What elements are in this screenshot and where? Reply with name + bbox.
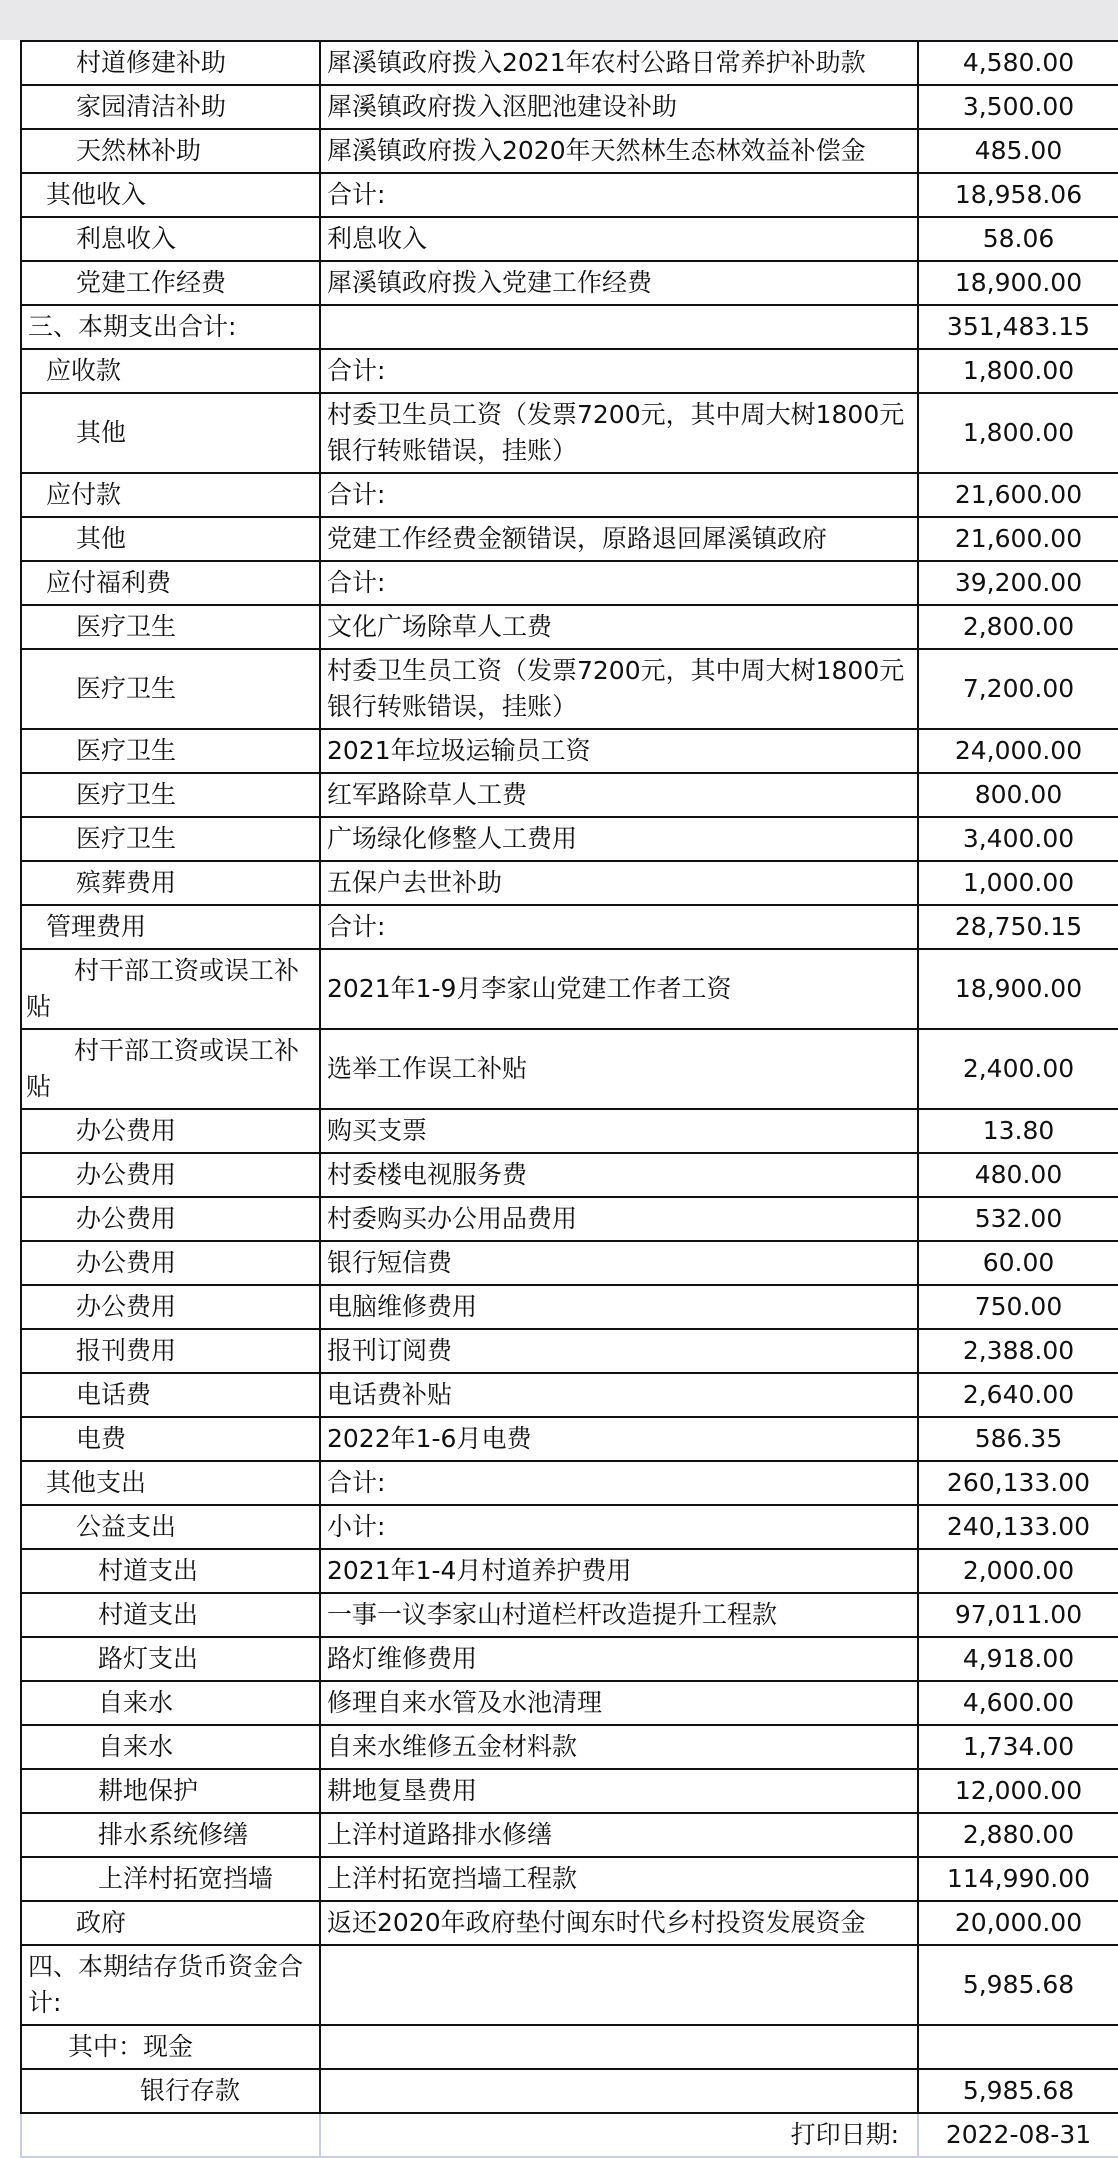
- row-desc: 上洋村拓宽挡墙工程款: [320, 1857, 918, 1901]
- row-item: 四、本期结存货币资金合计:: [21, 1945, 320, 2025]
- row-desc: 电脑维修费用: [320, 1285, 918, 1329]
- row-amount: 58.06: [918, 217, 1118, 261]
- table-row: [21, 1241, 1118, 1285]
- row-desc: 选举工作误工补贴: [320, 1029, 918, 1109]
- table-row: [21, 305, 1118, 349]
- row-desc: 村委楼电视服务费: [320, 1153, 918, 1197]
- table-row: [21, 649, 1118, 729]
- top-bar: [0, 0, 1118, 40]
- table-row: [21, 1029, 1118, 1109]
- row-desc: 村委卫生员工资（发票7200元，其中周大树1800元银行转账错误，挂账）: [320, 393, 918, 473]
- row-amount: 21,600.00: [918, 517, 1118, 561]
- table-row: [21, 129, 1118, 173]
- table-row: [21, 41, 1118, 85]
- table-row: [21, 1857, 1118, 1901]
- row-amount: 12,000.00: [918, 1769, 1118, 1813]
- table-row: [21, 729, 1118, 773]
- row-desc: 2021年1-4月村道养护费用: [320, 1549, 918, 1593]
- row-amount: 5,985.68: [918, 1945, 1118, 2025]
- row-desc: 文化广场除草人工费: [320, 605, 918, 649]
- row-amount: 480.00: [918, 1153, 1118, 1197]
- row-desc: 合计:: [320, 1461, 918, 1505]
- row-item: 其他: [21, 393, 320, 473]
- table-row: [21, 773, 1118, 817]
- row-desc: 犀溪镇政府拨入2020年天然林生态林效益补偿金: [320, 129, 918, 173]
- row-item: 医疗卫生: [21, 817, 320, 861]
- row-desc: 合计:: [320, 173, 918, 217]
- row-desc: [320, 2025, 918, 2069]
- row-desc: 2022年1-6月电费: [320, 1417, 918, 1461]
- row-item: 其他: [21, 517, 320, 561]
- row-item: 办公费用: [21, 1285, 320, 1329]
- table-row: [21, 561, 1118, 605]
- row-amount: 97,011.00: [918, 1593, 1118, 1637]
- row-item: 天然林补助: [21, 129, 320, 173]
- row-desc: 报刊订阅费: [320, 1329, 918, 1373]
- row-desc: 2021年1-9月李家山党建工作者工资: [320, 949, 918, 1029]
- table-row: [21, 1637, 1118, 1681]
- row-item: 其他支出: [21, 1461, 320, 1505]
- table-row: [21, 1461, 1118, 1505]
- row-item: 办公费用: [21, 1153, 320, 1197]
- row-item: 路灯支出: [21, 1637, 320, 1681]
- row-item: 村干部工资或误工补贴: [21, 949, 320, 1029]
- row-desc: 党建工作经费金额错误，原路退回犀溪镇政府: [320, 517, 918, 561]
- table-row: [21, 1945, 1118, 2025]
- row-desc: [320, 2069, 918, 2113]
- row-amount: 1,000.00: [918, 861, 1118, 905]
- row-desc: 合计:: [320, 905, 918, 949]
- row-amount: 39,200.00: [918, 561, 1118, 605]
- row-amount: 260,133.00: [918, 1461, 1118, 1505]
- row-amount: 240,133.00: [918, 1505, 1118, 1549]
- row-desc: 一事一议李家山村道栏杆改造提升工程款: [320, 1593, 918, 1637]
- table-row: [21, 473, 1118, 517]
- row-amount: 2,640.00: [918, 1373, 1118, 1417]
- row-item: 自来水: [21, 1681, 320, 1725]
- row-desc: 自来水维修五金材料款: [320, 1725, 918, 1769]
- table-row: [21, 1505, 1118, 1549]
- table-row: [21, 1681, 1118, 1725]
- row-item: 其中：现金: [21, 2025, 320, 2069]
- print-date-label: 打印日期:: [320, 2113, 918, 2157]
- row-amount: 114,990.00: [918, 1857, 1118, 1901]
- row-amount: 3,500.00: [918, 85, 1118, 129]
- row-amount: 532.00: [918, 1197, 1118, 1241]
- row-desc: 利息收入: [320, 217, 918, 261]
- row-desc: 合计:: [320, 349, 918, 393]
- footer-blank: [21, 2113, 320, 2157]
- table-row: [21, 1813, 1118, 1857]
- row-item: 办公费用: [21, 1197, 320, 1241]
- row-item: 耕地保护: [21, 1769, 320, 1813]
- row-desc: 犀溪镇政府拨入党建工作经费: [320, 261, 918, 305]
- row-desc: 电话费补贴: [320, 1373, 918, 1417]
- row-desc: 修理自来水管及水池清理: [320, 1681, 918, 1725]
- table-row: [21, 217, 1118, 261]
- row-desc: 村委购买办公用品费用: [320, 1197, 918, 1241]
- row-amount: 21,600.00: [918, 473, 1118, 517]
- row-item: 三、本期支出合计:: [21, 305, 320, 349]
- row-item: 利息收入: [21, 217, 320, 261]
- row-item: 家园清洁补助: [21, 85, 320, 129]
- row-item: 办公费用: [21, 1109, 320, 1153]
- row-amount: 2,800.00: [918, 605, 1118, 649]
- row-amount: 3,400.00: [918, 817, 1118, 861]
- row-amount: 2,388.00: [918, 1329, 1118, 1373]
- row-desc: 广场绿化修整人工费用: [320, 817, 918, 861]
- row-item: 公益支出: [21, 1505, 320, 1549]
- table-row: [21, 1725, 1118, 1769]
- row-amount: 485.00: [918, 129, 1118, 173]
- table-row: [21, 1329, 1118, 1373]
- row-amount: 1,800.00: [918, 393, 1118, 473]
- row-amount: 800.00: [918, 773, 1118, 817]
- row-item: 村干部工资或误工补贴: [21, 1029, 320, 1109]
- row-item: 银行存款: [21, 2069, 320, 2113]
- row-item: 应收款: [21, 349, 320, 393]
- row-amount: 2,000.00: [918, 1549, 1118, 1593]
- row-amount: 4,918.00: [918, 1637, 1118, 1681]
- row-desc: 小计:: [320, 1505, 918, 1549]
- ledger-table: [20, 40, 1118, 2158]
- row-amount: 18,900.00: [918, 949, 1118, 1029]
- row-amount: 4,600.00: [918, 1681, 1118, 1725]
- row-amount: 750.00: [918, 1285, 1118, 1329]
- table-row: [21, 605, 1118, 649]
- row-item: 上洋村拓宽挡墙: [21, 1857, 320, 1901]
- table-row: [21, 1153, 1118, 1197]
- table-row: [21, 949, 1118, 1029]
- row-amount: 5,985.68: [918, 2069, 1118, 2113]
- row-desc: 上洋村道路排水修缮: [320, 1813, 918, 1857]
- row-amount: 586.35: [918, 1417, 1118, 1461]
- row-item: 党建工作经费: [21, 261, 320, 305]
- row-item: 其他收入: [21, 173, 320, 217]
- table-row: [21, 2025, 1118, 2069]
- table-row: [21, 349, 1118, 393]
- row-amount: 351,483.15: [918, 305, 1118, 349]
- row-desc: 银行短信费: [320, 1241, 918, 1285]
- row-item: 管理费用: [21, 905, 320, 949]
- row-amount: 60.00: [918, 1241, 1118, 1285]
- row-amount: 4,580.00: [918, 41, 1118, 85]
- table-row: [21, 1901, 1118, 1945]
- row-amount: 7,200.00: [918, 649, 1118, 729]
- row-item: 政府: [21, 1901, 320, 1945]
- row-amount: 2,880.00: [918, 1813, 1118, 1857]
- row-desc: [320, 305, 918, 349]
- table-row: [21, 1593, 1118, 1637]
- table-row: [21, 1769, 1118, 1813]
- table-row: [21, 905, 1118, 949]
- row-item: 殡葬费用: [21, 861, 320, 905]
- row-amount: 18,900.00: [918, 261, 1118, 305]
- table-row: [21, 1417, 1118, 1461]
- row-desc: 五保户去世补助: [320, 861, 918, 905]
- row-item: 电话费: [21, 1373, 320, 1417]
- table-row: [21, 1549, 1118, 1593]
- row-desc: 村委卫生员工资（发票7200元，其中周大树1800元银行转账错误，挂账）: [320, 649, 918, 729]
- row-item: 村道支出: [21, 1593, 320, 1637]
- row-desc: 路灯维修费用: [320, 1637, 918, 1681]
- row-item: 排水系统修缮: [21, 1813, 320, 1857]
- row-desc: 购买支票: [320, 1109, 918, 1153]
- row-desc: 2021年垃圾运输员工资: [320, 729, 918, 773]
- row-desc: 犀溪镇政府拨入2021年农村公路日常养护补助款: [320, 41, 918, 85]
- row-desc: [320, 1945, 918, 2025]
- row-item: 村道支出: [21, 1549, 320, 1593]
- table-row: [21, 861, 1118, 905]
- print-footer-row: [21, 2113, 1118, 2157]
- row-amount: 13.80: [918, 1109, 1118, 1153]
- row-item: 医疗卫生: [21, 605, 320, 649]
- row-desc: 返还2020年政府垫付闽东时代乡村投资发展资金: [320, 1901, 918, 1945]
- row-desc: 耕地复垦费用: [320, 1769, 918, 1813]
- row-item: 办公费用: [21, 1241, 320, 1285]
- table-row: [21, 85, 1118, 129]
- row-amount: 24,000.00: [918, 729, 1118, 773]
- row-desc: 红军路除草人工费: [320, 773, 918, 817]
- row-item: 村道修建补助: [21, 41, 320, 85]
- row-desc: 合计:: [320, 473, 918, 517]
- table-row: [21, 1197, 1118, 1241]
- row-item: 自来水: [21, 1725, 320, 1769]
- row-item: 报刊费用: [21, 1329, 320, 1373]
- row-desc: 犀溪镇政府拨入沤肥池建设补助: [320, 85, 918, 129]
- row-item: 应付福利费: [21, 561, 320, 605]
- table-row: [21, 1373, 1118, 1417]
- table-row: [21, 393, 1118, 473]
- print-date-value: 2022-08-31: [918, 2113, 1118, 2157]
- row-item: 医疗卫生: [21, 649, 320, 729]
- table-row: [21, 2069, 1118, 2113]
- row-desc: 合计:: [320, 561, 918, 605]
- row-item: 医疗卫生: [21, 773, 320, 817]
- row-item: 应付款: [21, 473, 320, 517]
- table-row: [21, 261, 1118, 305]
- row-amount: [918, 2025, 1118, 2069]
- row-amount: 18,958.06: [918, 173, 1118, 217]
- table-row: [21, 1285, 1118, 1329]
- table-row: [21, 817, 1118, 861]
- row-item: 医疗卫生: [21, 729, 320, 773]
- table-row: [21, 517, 1118, 561]
- table-row: [21, 1109, 1118, 1153]
- row-amount: 28,750.15: [918, 905, 1118, 949]
- row-item: 电费: [21, 1417, 320, 1461]
- row-amount: 20,000.00: [918, 1901, 1118, 1945]
- table-row: [21, 173, 1118, 217]
- row-amount: 1,734.00: [918, 1725, 1118, 1769]
- row-amount: 2,400.00: [918, 1029, 1118, 1109]
- row-amount: 1,800.00: [918, 349, 1118, 393]
